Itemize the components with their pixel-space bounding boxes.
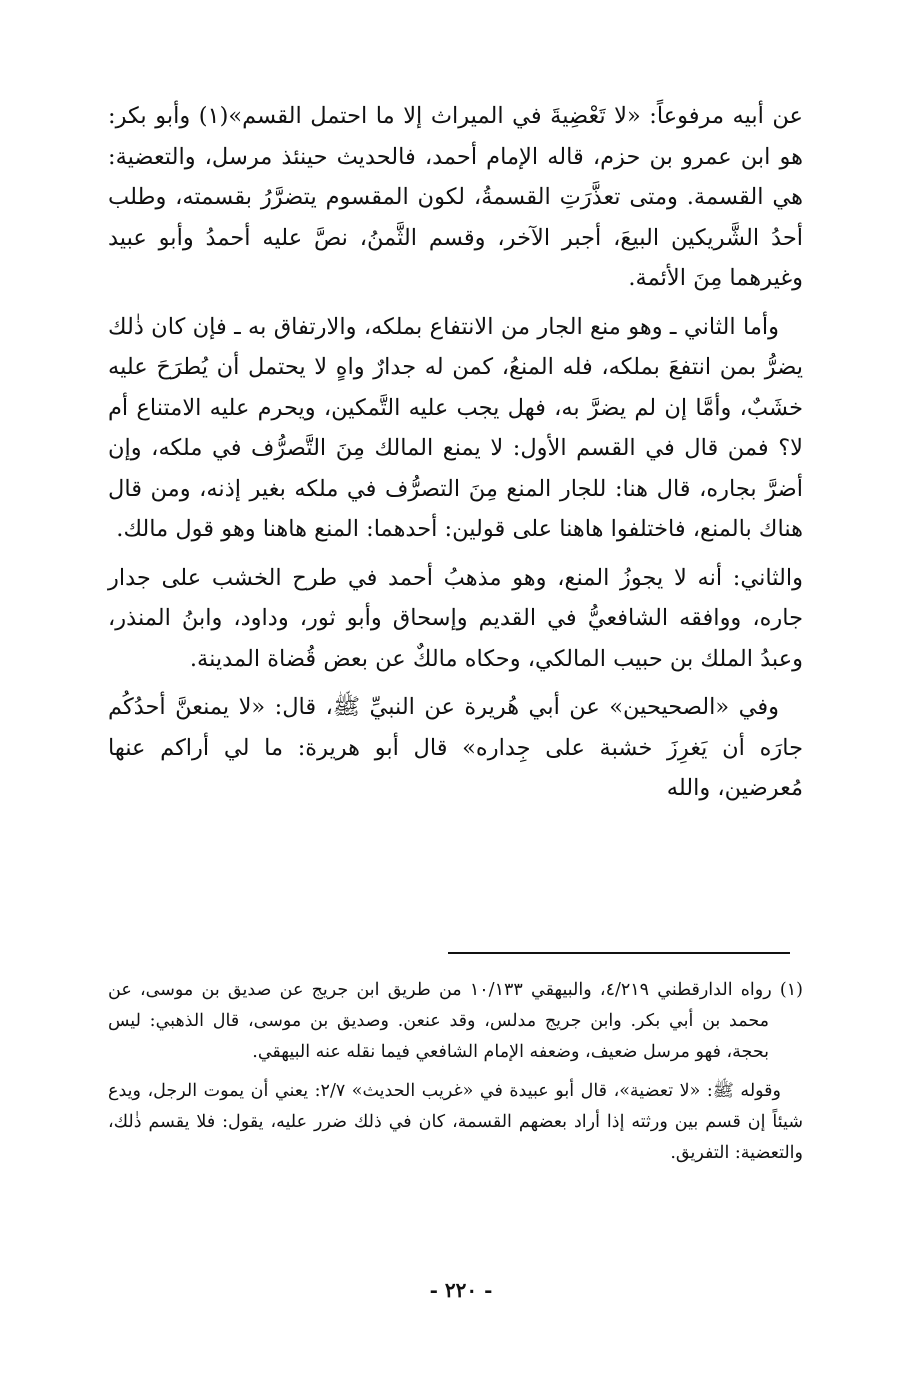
main-text (108, 96, 803, 817)
footnote-divider (448, 952, 790, 954)
paragraph-1: عن أبيه مرفوعاً: «لا تَعْضِيةَ في الميراث إلا ما احتمل القسم»(١) وأبو بكر: هو ابن عمرو بن حزم، قاله الإمام أحمد، فالحديث حينئذ مرسل، والتعضية: هي القسمة. ومتى تعذَّرَتِ القسمةُ، لكون المقسوم يتضرَّرُ بقسمته، وطلب أحدُ الشَّريكين البيعَ، أجبر الآخر، وقسم الثَّمنُ، نصَّ عليه أحمدُ وأبو عبيد وغيرهما مِنَ الأئمة. (108, 103, 803, 291)
page-number: - ٢٢٠ - (429, 1278, 493, 1302)
paragraph-2: وأما الثاني ـ وهو منع الجار من الانتفاع بملكه، والارتفاق به ـ فإن كان ذٰلك يضرُّ بمن انتفعَ بملكه، فله المنعُ، كمن له جدارٌ واهٍ لا يحتمل أن يُطرَحَ عليه خشَبٌ، وأمَّا إن لم يضرَّ به، فهل يجب عليه التَّمكين، ويحرم عليه الامتناع أم لا؟ فمن قال في القسم الأول: لا يمنع المالك مِنَ التَّصرُّف في ملكه، وإن أضرَّ بجاره، قال هنا: للجار المنع مِنَ التصرُّف في ملكه بغير إذنه، ومن قال هناك بالمنع، فاختلفوا هاهنا على قولين: أحدهما: المنع هاهنا وهو قول مالك. (108, 313, 803, 542)
paragraph-4: وفي «الصحيحين» عن أبي هُريرة عن النبيِّ ﷺ، قال: «لا يمنعنَّ أحدُكُم جارَه أن يَغرِزَ خشبة على جِداره» قال أبو هريرة: ما لي أراكم عنها مُعرضين، والله (108, 694, 803, 801)
footnote-1 (108, 975, 803, 1068)
footnote-text: رواه الدارقطني ٤/٢١٩، والبيهقي ١٠/١٣٣ من طريق ابن جريج عن صديق بن موسى، عن محمد بن أبي بكر. وابن جريج مدلس، وقد عنعن. وصديق بن موسى، قال الذهبي: ليس بحجة، فهو مرسل ضعيف، وضعفه الإمام الشافعي فيما نقله عنه البيهقي. (108, 980, 772, 1062)
paragraph-3: والثاني: أنه لا يجوزُ المنع، وهو مذهبُ أحمد في طرح الخشب على جدار جاره، ووافقه الشافعيُّ في القديم وإسحاق وأبو ثور، وداود، وابنُ المنذر، وعبدُ الملك بن حبيب المالكي، وحكاه مالكٌ عن بعض قُضاة المدينة. (108, 564, 803, 672)
footnote-text: وقوله ﷺ: «لا تعضية»، قال أبو عبيدة في «غريب الحديث» ٢/٧: يعني أن يموت الرجل، ويدع شيئاً إن قسم بين ورثته إذا أراد بعضهم القسمة، كان في ذلك ضرر عليه، يقول: فلا يقسم ذٰلك، والتعضية: التفريق. (108, 1081, 803, 1163)
footnote-1-continuation (108, 1076, 803, 1169)
footnote-number: (١) (779, 980, 803, 1000)
footnotes (108, 975, 803, 1177)
